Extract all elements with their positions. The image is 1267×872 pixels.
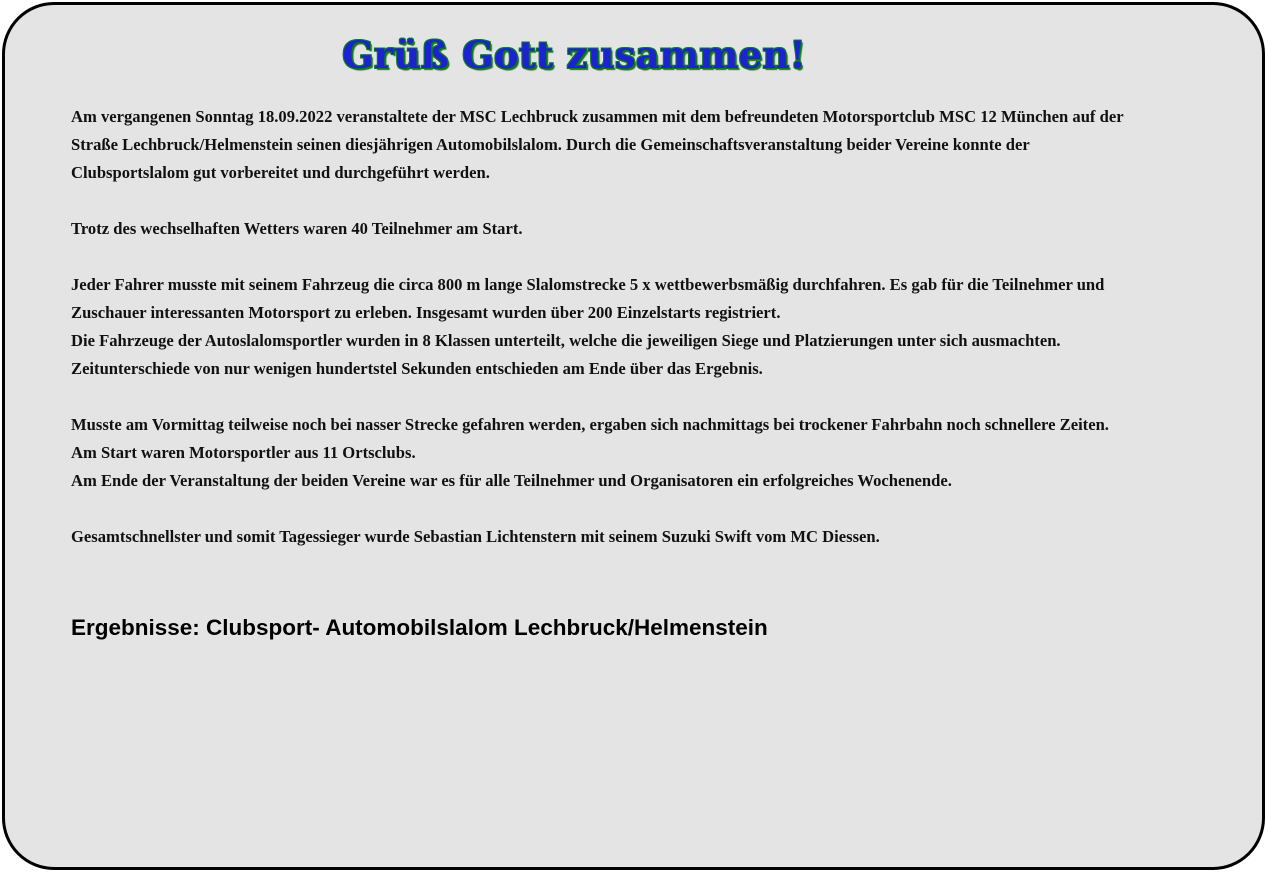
- paragraph-weather-participants: Trotz des wechselhaften Wetters waren 40 Teilnehmer am Start.: [71, 219, 523, 238]
- paragraph-spacer: [71, 243, 1151, 271]
- paragraph-track-conditions: Musste am Vormittag teilweise noch bei nasser Strecke gefahren werden, ergaben sich nachmittags bei trockener Fahrbahn noch schnellere Zeiten.: [71, 415, 1109, 434]
- paragraph-classes: Die Fahrzeuge der Autoslalomsportler wurden in 8 Klassen unterteilt, welche die jeweiligen Siege und Platzierungen unter sich ausmachten. Zeitunterschiede von nur wenigen hundertstel Sekunden entschieden am Ende über das Ergebnis.: [71, 331, 1061, 378]
- page-headline: Grüß Gott zusammen!: [342, 33, 806, 77]
- paragraph-event-intro: Am vergangenen Sonntag 18.09.2022 veranstaltete der MSC Lechbruck zusammen mit dem befreundeten Motorsportclub MSC 12 München auf der Straße Lechbruck/Helmenstein seinen diesjährigen Automobilslalom. Durch die Gemeinschaftsveranstaltung beider Vereine konnte der Clubsportslalom gut vorbereitet und durchgeführt werden.: [71, 107, 1124, 182]
- paragraph-spacer: [71, 495, 1151, 523]
- paragraph-course-runs: Jeder Fahrer musste mit seinem Fahrzeug die circa 800 m lange Slalomstrecke 5 x wettbewerbsmäßig durchfahren. Es gab für die Teilnehmer und Zuschauer interessanten Motorsport zu erleben. Insgesamt wurden über 200 Einzelstarts registriert.: [71, 275, 1105, 322]
- paragraph-spacer: [71, 383, 1151, 411]
- content-card: [2, 2, 1265, 870]
- paragraph-weekend-summary: Am Ende der Veranstaltung der beiden Vereine war es für alle Teilnehmer und Organisatoren ein erfolgreiches Wochenende.: [71, 471, 952, 490]
- paragraph-clubs: Am Start waren Motorsportler aus 11 Ortsclubs.: [71, 443, 416, 462]
- article-body: [71, 103, 1151, 551]
- paragraph-spacer: [71, 187, 1151, 215]
- paragraph-overall-winner: Gesamtschnellster und somit Tagessieger wurde Sebastian Lichtenstern mit seinem Suzuki Swift vom MC Diessen.: [71, 527, 880, 546]
- results-link[interactable]: Ergebnisse: Clubsport- Automobilslalom Lechbruck/Helmenstein: [71, 615, 768, 640]
